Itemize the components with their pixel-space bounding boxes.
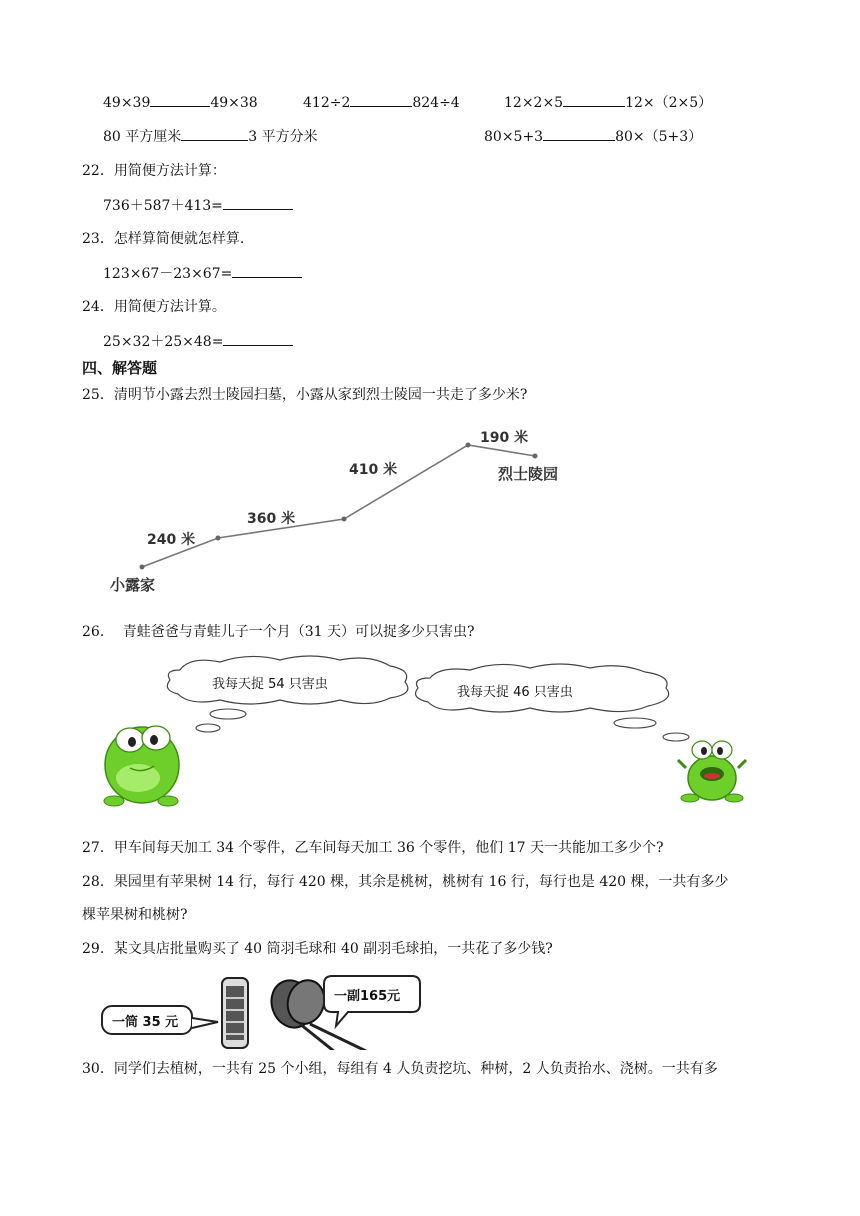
compare-expr-left: 80×5+3 <box>484 129 544 145</box>
question-22 <box>82 161 226 181</box>
expression: 123×67－23×67= <box>103 266 233 282</box>
route-point <box>216 536 221 541</box>
question-text-cont: 棵苹果树和桃树? <box>82 907 188 923</box>
segment-label-1: 240 米 <box>147 532 196 548</box>
start-label: 小露家 <box>110 576 156 594</box>
bubble-text-right: 我每天捉 46 只害虫 <box>457 685 573 700</box>
thought-bubble-right <box>416 664 689 741</box>
frog-dad-icon <box>104 726 179 806</box>
question-number: 27． <box>82 840 114 856</box>
question-30 <box>82 1059 718 1079</box>
question-text: 同学们去植树，一共有 25 个小组，每组有 4 人负责挖坑、种树，2 人负责抬水、浇树。一共有多 <box>113 1061 718 1077</box>
question-25 <box>82 385 527 405</box>
route-point <box>342 517 347 522</box>
segment-label-4: 190 米 <box>480 430 529 446</box>
route-figure <box>100 415 580 600</box>
expression: 736＋587＋413= <box>103 198 223 214</box>
compare-c-left: 12×2×5 <box>504 95 564 111</box>
question-23-expr <box>103 263 302 284</box>
question-22-expr <box>103 195 293 216</box>
frog-son-icon <box>678 741 746 802</box>
question-23 <box>82 229 244 249</box>
answer-blank[interactable] <box>563 92 625 107</box>
question-number: 28． <box>82 874 114 890</box>
question-number: 29． <box>82 941 114 957</box>
route-point <box>466 443 471 448</box>
question-text: 怎样算简便就怎样算. <box>113 231 245 247</box>
compare-row-2 <box>103 126 318 147</box>
question-number: 26． <box>82 624 114 640</box>
route-point <box>533 454 538 459</box>
expression: 25×32＋25×48= <box>103 334 224 350</box>
question-text: 果园里有苹果树 14 行，每行 420 棵，其余是桃树，桃树有 16 行，每行也是 420 棵，一共有多少 <box>113 874 729 890</box>
segment-label-3: 410 米 <box>349 462 398 478</box>
answer-blank[interactable] <box>223 195 293 210</box>
question-text: 用简便方法计算： <box>113 163 226 179</box>
shuttlecock-tube-icon <box>222 978 248 1048</box>
compare-c-right: 12×（2×5） <box>625 95 713 111</box>
question-number: 22． <box>82 163 114 179</box>
answer-blank[interactable] <box>543 126 615 141</box>
question-text: 某文具店批量购买了 40 筒羽毛球和 40 副羽毛球拍，一共花了多少钱? <box>113 941 553 957</box>
compare-area-right: 3 平方分米 <box>248 129 318 145</box>
question-28 <box>82 872 729 892</box>
question-text: 清明节小露去烈士陵园扫墓，小露从家到烈士陵园一共走了多少米? <box>113 387 528 403</box>
question-text: 青蛙爸爸与青蛙儿子一个月（31 天）可以捉多少只害虫? <box>122 624 475 640</box>
price-text-tube: 一筒 35 元 <box>112 1015 179 1030</box>
question-number: 23． <box>82 231 114 247</box>
compare-row-1-b <box>303 92 460 113</box>
route-path <box>142 445 535 567</box>
thought-bubble-left <box>167 656 408 732</box>
question-26 <box>82 622 475 642</box>
end-label: 烈士陵园 <box>498 465 559 483</box>
question-number: 24． <box>82 299 114 315</box>
route-point <box>140 565 145 570</box>
compare-a-left: 49×39 <box>103 95 151 111</box>
question-text: 用简便方法计算。 <box>113 299 226 315</box>
frog-figure <box>100 650 760 815</box>
compare-area-left: 80 平方厘米 <box>103 129 182 145</box>
price-text-racket: 一副165元 <box>334 989 401 1004</box>
badminton-figure <box>100 970 430 1050</box>
answer-blank[interactable] <box>150 92 210 107</box>
compare-row-2-b <box>484 126 702 147</box>
answer-blank[interactable] <box>181 126 248 141</box>
answer-blank[interactable] <box>223 331 293 346</box>
question-29 <box>82 939 553 959</box>
question-28-cont <box>82 905 188 925</box>
answer-blank[interactable] <box>350 92 412 107</box>
section-heading: 四、解答题 <box>82 359 158 377</box>
segment-label-2: 360 米 <box>247 511 296 527</box>
question-24-expr <box>103 331 293 352</box>
bubble-text-left: 我每天捉 54 只害虫 <box>212 677 328 692</box>
question-27 <box>82 838 663 858</box>
compare-row-1 <box>103 92 258 113</box>
compare-b-left: 412÷2 <box>303 95 351 111</box>
question-text: 甲车间每天加工 34 个零件，乙车间每天加工 36 个零件，他们 17 天一共能加工多少个? <box>113 840 664 856</box>
question-24 <box>82 297 226 317</box>
answer-blank[interactable] <box>232 263 302 278</box>
compare-expr-right: 80×（5+3） <box>615 129 703 145</box>
compare-a-right: 49×38 <box>210 95 258 111</box>
question-number: 30． <box>82 1061 114 1077</box>
compare-row-1-c <box>504 92 712 113</box>
question-number: 25． <box>82 387 114 403</box>
compare-b-right: 824÷4 <box>412 95 460 111</box>
